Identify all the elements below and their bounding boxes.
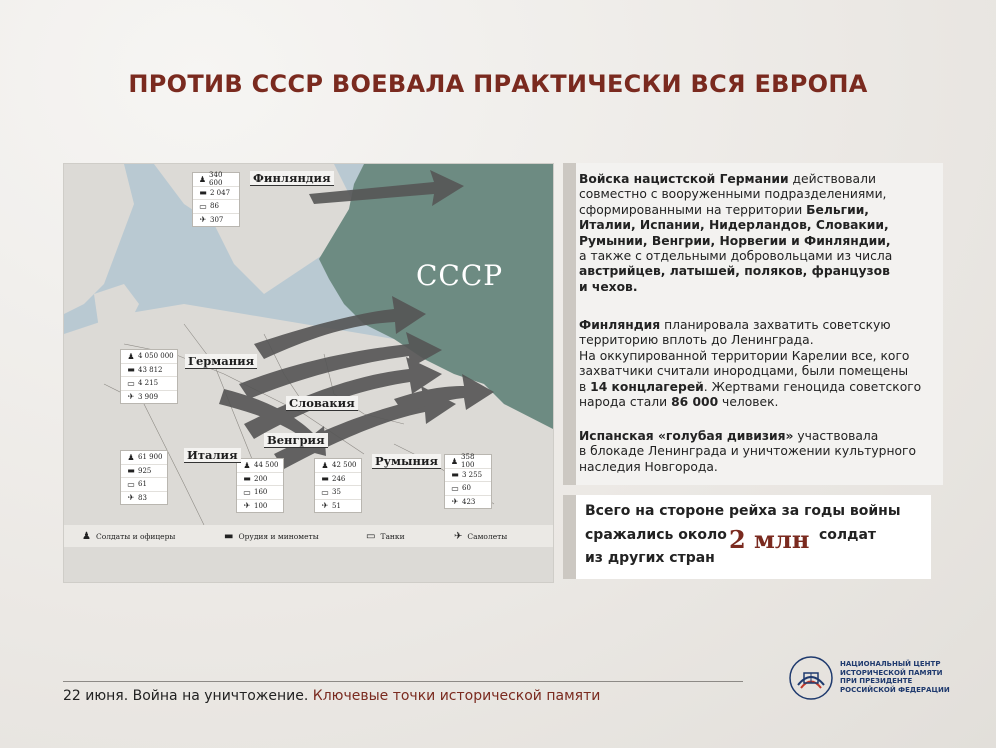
tank-icon: ▭ <box>451 483 459 493</box>
plane-icon: ✈ <box>321 501 329 511</box>
summary-line2b: солдат <box>819 527 877 543</box>
label-finland: Финляндия <box>250 171 334 186</box>
gun-icon: ▬ <box>321 474 329 484</box>
label-romania: Румыния <box>372 454 441 469</box>
soldier-icon: ♟ <box>127 351 135 361</box>
plane-icon: ✈ <box>454 530 463 542</box>
stats-finland: ♟ 340 600 ▬ 2 047 ▭ 86 ✈ 307 <box>192 172 240 227</box>
tank-icon: ▭ <box>366 530 376 542</box>
logo <box>788 655 948 705</box>
gun-icon: ▬ <box>127 466 135 476</box>
stats-slovakia: ♟ 42 500 ▬ 246 ▭ 35 ✈ 51 <box>314 458 362 513</box>
footer-text: 22 июня. Война на уничтожение. Ключевые точки исторической памяти <box>63 688 601 704</box>
plane-icon: ✈ <box>127 392 135 402</box>
soldier-icon: ♟ <box>127 452 135 462</box>
soldier-icon: ♟ <box>243 460 251 470</box>
plane-icon: ✈ <box>451 497 459 507</box>
gun-icon: ▬ <box>243 474 251 484</box>
soldier-icon: ♟ <box>82 530 91 542</box>
stats-italy: ♟ 61 900 ▬ 925 ▭ 61 ✈ 83 <box>120 450 168 505</box>
stats-hungary: ♟ 44 500 ▬ 200 ▭ 160 ✈ 100 <box>236 458 284 513</box>
stats-germany: ♟ 4 050 000 ▬ 43 812 ▭ 4 215 ✈ 3 909 <box>120 349 178 404</box>
gun-icon: ▬ <box>224 530 234 542</box>
summary-line1: Всего на стороне рейха за годы войны <box>585 503 901 519</box>
paragraph-finland: Финляндия планировала захватить советскую территорию вплоть до Ленинграда. На оккупированной территории Карелии все, кого захватчики считали инородцами, были помещены в 14 концлагерей. Жертвами геноцида советского народа стали 86 000 человек. <box>579 318 922 410</box>
legend-planes: ✈ Самолеты <box>454 530 508 542</box>
logo-text: НАЦИОНАЛЬНЫЙ ЦЕНТР ИСТОРИЧЕСКОЙ ПАМЯТИ ПРИ ПРЕЗИДЕНТЕ РОССИЙСКОЙ ФЕДЕРАЦИИ <box>840 660 950 694</box>
footer-divider <box>63 681 743 682</box>
summary-box <box>563 495 931 579</box>
gun-icon: ▬ <box>199 188 207 198</box>
info-panel <box>563 163 943 485</box>
tank-icon: ▭ <box>243 487 251 497</box>
legend-guns: ▬ Орудия и минометы <box>224 530 319 542</box>
label-italy: Италия <box>184 448 241 463</box>
summary-stripe <box>563 495 576 579</box>
plane-icon: ✈ <box>243 501 251 511</box>
page-title: ПРОТИВ СССР ВОЕВАЛА ПРАКТИЧЕСКИ ВСЯ ЕВРОПА <box>128 70 868 98</box>
tank-icon: ▭ <box>127 479 135 489</box>
legend-soldiers: ♟ Солдаты и офицеры <box>82 530 176 542</box>
map-legend <box>64 525 553 547</box>
paragraph-allies: Войска нацистской Германии действовали совместно с вооруженными подразделениями, сформированными на территории Бельгии, Италии, Испании, Нидерландов, Словакии, Румынии, Венгрии, Норвегии и Финляндии, а также с отдельными добровольцами из числа австрийцев, латышей, поляков, французов и чехов. <box>579 172 893 294</box>
tank-icon: ▭ <box>199 201 207 211</box>
plane-icon: ✈ <box>127 493 135 503</box>
legend-tanks: ▭ Танки <box>366 530 405 542</box>
gun-icon: ▬ <box>127 365 135 375</box>
ussr-label: СССР <box>416 259 504 292</box>
europe-map <box>63 163 554 583</box>
stats-romania: ♟ 358 100 ▬ 3 255 ▭ 60 ✈ 423 <box>444 454 492 509</box>
summary-line3: из других стран <box>585 550 715 566</box>
soldier-icon: ♟ <box>321 460 329 470</box>
label-slovakia: Словакия <box>286 396 358 411</box>
emblem-icon <box>788 655 834 701</box>
tank-icon: ▭ <box>321 487 329 497</box>
tank-icon: ▭ <box>127 378 135 388</box>
label-germany: Германия <box>185 354 257 369</box>
summary-line2: сражались около <box>585 527 727 543</box>
soldier-icon: ♟ <box>450 456 459 466</box>
gun-icon: ▬ <box>451 470 459 480</box>
summary-big-number: 2 млн <box>729 525 810 554</box>
soldier-icon: ♟ <box>198 174 207 184</box>
panel-stripe <box>563 163 576 485</box>
plane-icon: ✈ <box>199 215 207 225</box>
label-hungary: Венгрия <box>264 433 328 448</box>
paragraph-spain: Испанская «голубая дивизия» участвовала в блокаде Ленинграда и уничтожении культурного наследия Новгорода. <box>579 429 917 474</box>
